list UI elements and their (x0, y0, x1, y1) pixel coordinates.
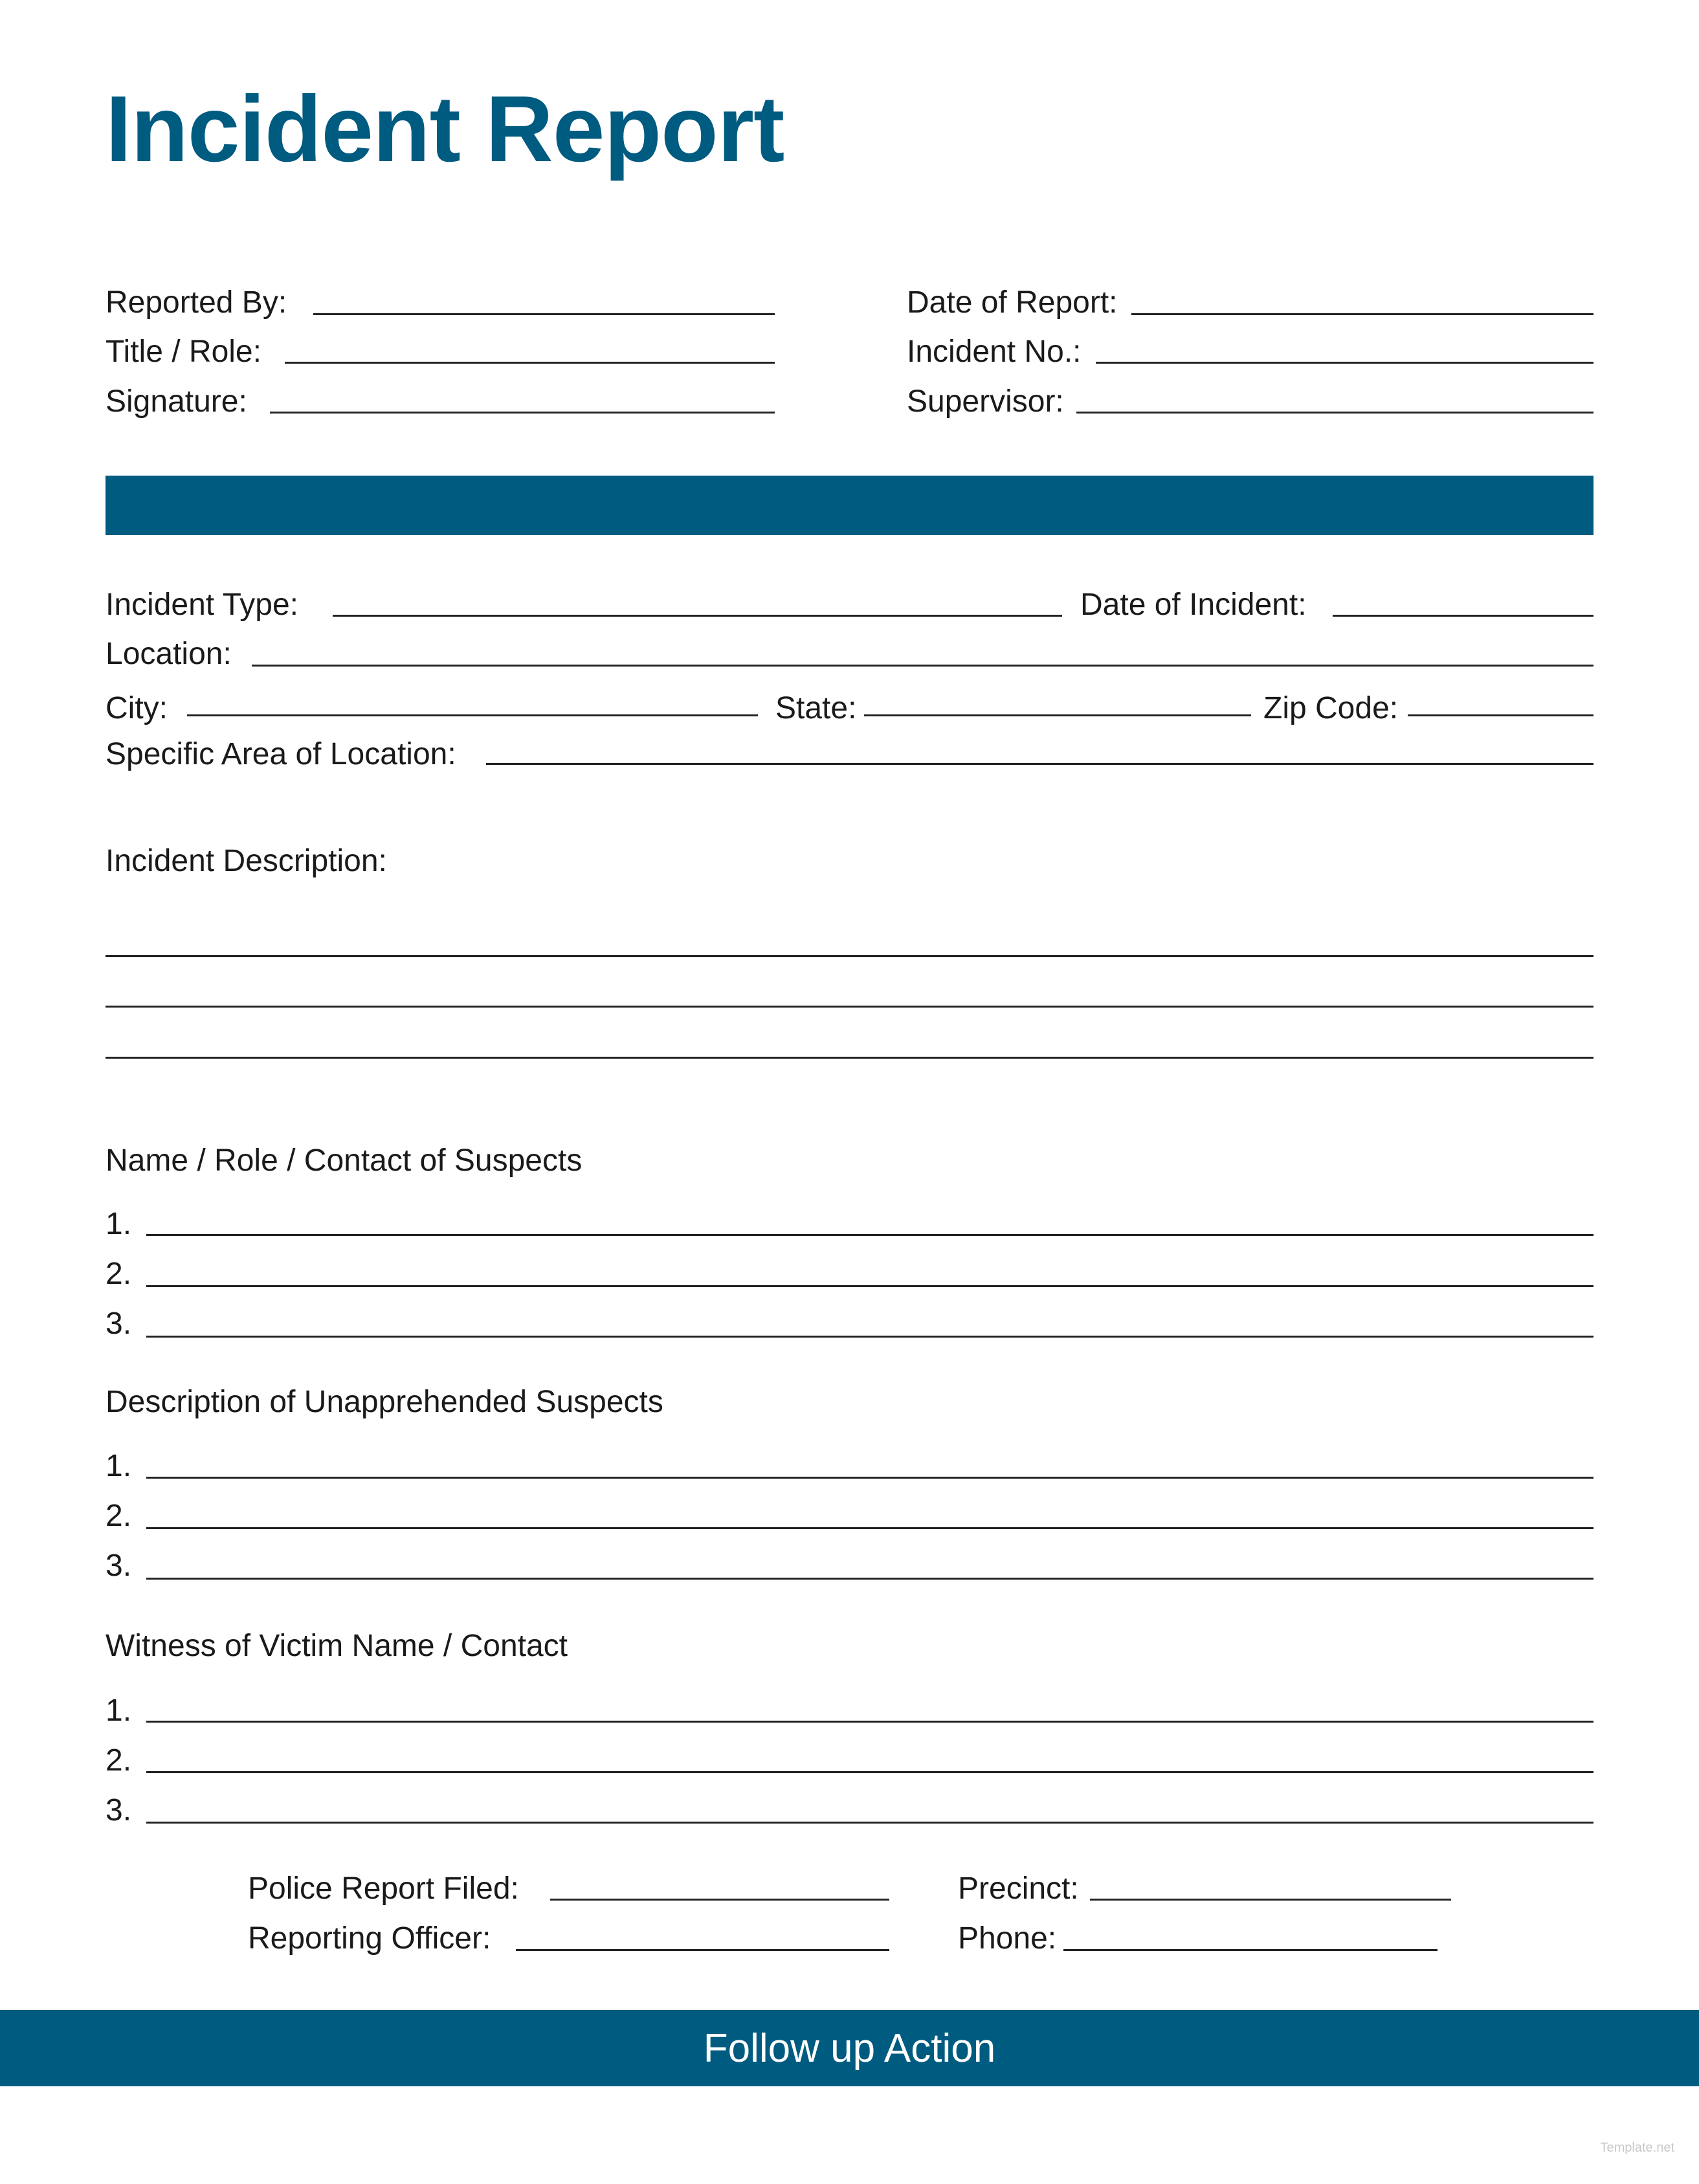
suspect-line[interactable] (146, 1285, 1594, 1287)
witness-line[interactable] (146, 1721, 1594, 1723)
unapprehended-heading: Description of Unapprehended Suspects (105, 1385, 663, 1419)
reporting-officer-label: Reporting Officer: (248, 1921, 491, 1956)
watermark: Template.net (1600, 2141, 1674, 2155)
incident-type-field[interactable] (333, 615, 1062, 617)
state-field[interactable] (864, 714, 1251, 716)
police-report-filed-label: Police Report Filed: (248, 1871, 519, 1906)
city-label: City: (105, 691, 168, 725)
page-title: Incident Report (105, 76, 784, 181)
specific-area-label: Specific Area of Location: (105, 737, 456, 771)
description-line[interactable] (105, 955, 1594, 957)
section-divider-band (105, 476, 1594, 535)
precinct-field[interactable] (1090, 1899, 1451, 1901)
city-field[interactable] (187, 714, 758, 716)
unapprehended-line[interactable] (146, 1477, 1594, 1479)
suspect-line[interactable] (146, 1336, 1594, 1338)
date-of-incident-label: Date of Incident: (1080, 588, 1307, 622)
witness-heading: Witness of Victim Name / Contact (105, 1629, 568, 1663)
date-of-report-label: Date of Report: (907, 285, 1118, 320)
signature-field[interactable] (270, 412, 775, 414)
description-line[interactable] (105, 1006, 1594, 1008)
list-number: 2. (105, 1743, 132, 1778)
suspect-line[interactable] (146, 1234, 1594, 1236)
location-field[interactable] (252, 665, 1594, 667)
zip-code-field[interactable] (1408, 714, 1594, 716)
date-of-report-field[interactable] (1131, 313, 1594, 315)
incident-description-label: Incident Description: (105, 844, 387, 878)
reporting-officer-field[interactable] (516, 1949, 889, 1951)
list-number: 1. (105, 1693, 132, 1728)
title-role-label: Title / Role: (105, 335, 261, 369)
phone-label: Phone: (958, 1921, 1057, 1956)
list-number: 2. (105, 1499, 132, 1533)
state-label: State: (775, 691, 857, 725)
list-number: 2. (105, 1257, 132, 1291)
description-line[interactable] (105, 1057, 1594, 1059)
signature-label: Signature: (105, 384, 247, 419)
zip-code-label: Zip Code: (1263, 691, 1399, 725)
incident-no-label: Incident No.: (907, 335, 1082, 369)
witness-line[interactable] (146, 1771, 1594, 1773)
incident-type-label: Incident Type: (105, 588, 298, 622)
list-number: 3. (105, 1307, 132, 1341)
unapprehended-line[interactable] (146, 1527, 1594, 1529)
specific-area-field[interactable] (486, 763, 1594, 765)
unapprehended-line[interactable] (146, 1578, 1594, 1580)
follow-up-action-label: Follow up Action (703, 2025, 996, 2071)
reported-by-field[interactable] (313, 313, 775, 315)
incident-no-field[interactable] (1096, 362, 1594, 364)
list-number: 1. (105, 1207, 132, 1241)
list-number: 3. (105, 1793, 132, 1827)
precinct-label: Precinct: (958, 1871, 1079, 1906)
list-number: 1. (105, 1449, 132, 1483)
title-role-field[interactable] (285, 362, 775, 364)
phone-field[interactable] (1063, 1949, 1438, 1951)
list-number: 3. (105, 1549, 132, 1583)
police-report-filed-field[interactable] (550, 1899, 889, 1901)
follow-up-action-banner (0, 2010, 1699, 2086)
location-label: Location: (105, 637, 232, 671)
supervisor-field[interactable] (1076, 412, 1594, 414)
supervisor-label: Supervisor: (907, 384, 1064, 419)
witness-line[interactable] (146, 1822, 1594, 1824)
date-of-incident-field[interactable] (1333, 615, 1594, 617)
suspects-heading: Name / Role / Contact of Suspects (105, 1143, 583, 1178)
reported-by-label: Reported By: (105, 285, 287, 320)
